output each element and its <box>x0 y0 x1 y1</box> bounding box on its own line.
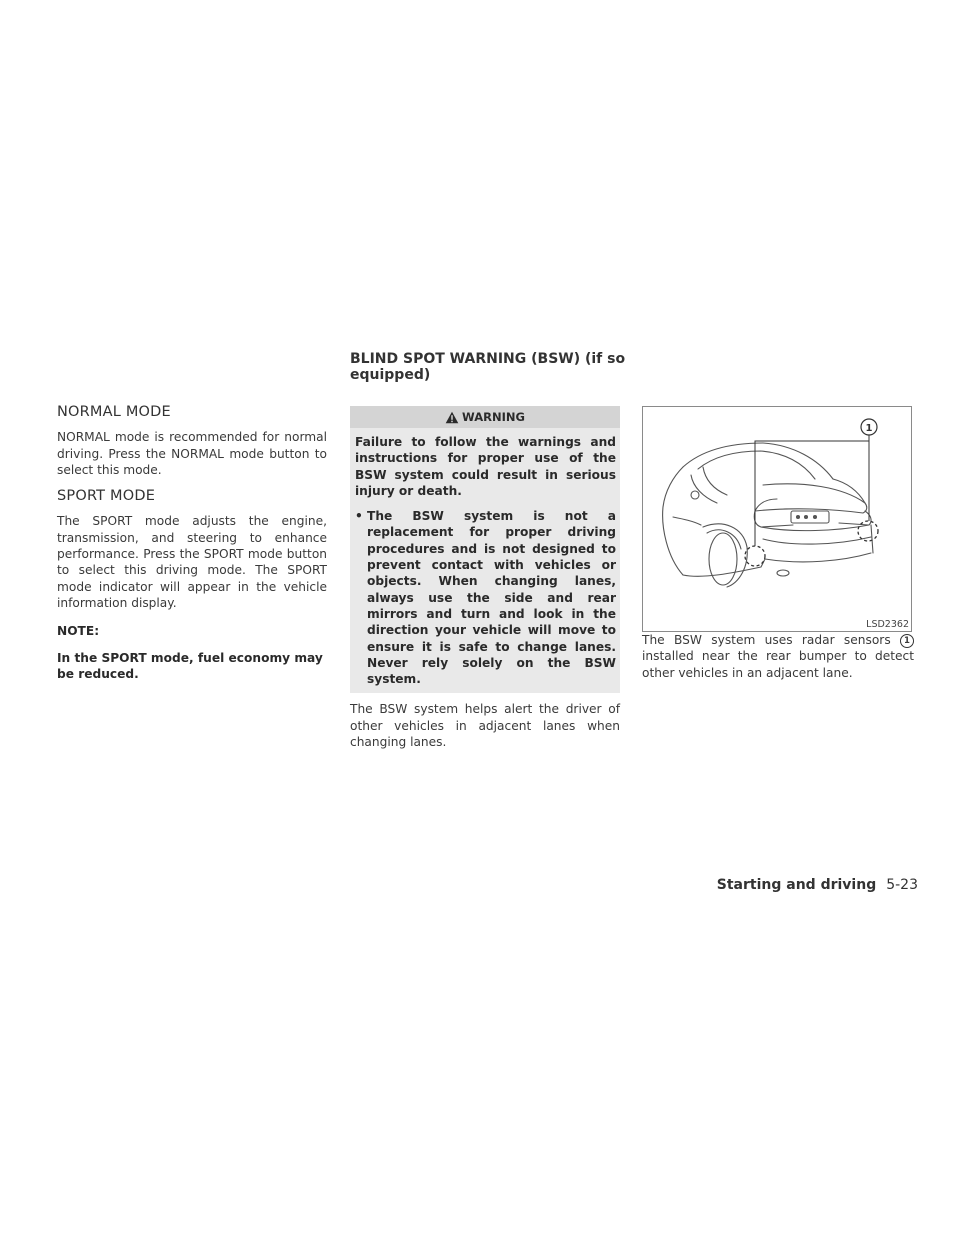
normal-mode-text: NORMAL mode is recommended for normal driving. Press the NORMAL mode button to select this mode. <box>57 430 327 477</box>
figure-callout-1: 1 <box>865 423 873 434</box>
radar-text-before: The BSW system uses radar sensors <box>642 633 891 647</box>
footer-section: Starting and driving <box>716 877 877 893</box>
figure-code: LSD2362 <box>866 619 909 630</box>
warning-box <box>350 406 620 693</box>
warning-header <box>350 406 620 428</box>
warning-triangle-icon <box>445 411 459 424</box>
right-column <box>642 632 914 681</box>
radar-sensor-text <box>642 632 914 681</box>
middle-column <box>350 406 620 750</box>
sport-mode-heading: SPORT MODE <box>57 488 156 505</box>
normal-mode-heading: NORMAL MODE <box>57 404 171 420</box>
car-rear-illustration <box>643 407 911 631</box>
warning-intro: Failure to follow the warnings and instructions for proper use of the BSW system could result in serious injury or death. <box>355 435 616 498</box>
sensor-marker-1: 1 <box>900 634 914 648</box>
warning-bullet-text: The BSW system is not a replacement for proper driving procedures and is not designed to prevent contact with vehicles or objects. When changing lanes, always use the side and rear mirrors and turn and look in the direction your vehicle will move to ensure it is safe to change lanes. Never rely solely on the BSW system. <box>367 509 616 687</box>
radar-text-after: installed near the rear bumper to detect other vehicles in an adjacent lane. <box>642 649 914 680</box>
note-text: In the SPORT mode, fuel economy may be reduced. <box>57 650 323 681</box>
left-column <box>57 404 327 682</box>
warning-bullet <box>355 508 616 687</box>
sport-mode-text: The SPORT mode adjusts the engine, transmission, and steering to enhance performance. Press the SPORT mode button to select this driving mode. The SPORT mode indicator will appear in the vehicle information display. <box>57 514 327 610</box>
warning-body <box>350 428 620 693</box>
bullet-mark: • <box>355 509 363 524</box>
note-label: NOTE: <box>57 624 100 639</box>
warning-title: WARNING <box>462 409 525 424</box>
page-footer <box>717 877 918 893</box>
bsw-figure <box>642 406 912 632</box>
section-title: BLIND SPOT WARNING (BSW) (if so equipped) <box>350 351 626 383</box>
page-number: 5-23 <box>886 877 918 893</box>
bsw-alert-text: The BSW system helps alert the driver of other vehicles in adjacent lanes when changing lanes. <box>350 702 620 750</box>
